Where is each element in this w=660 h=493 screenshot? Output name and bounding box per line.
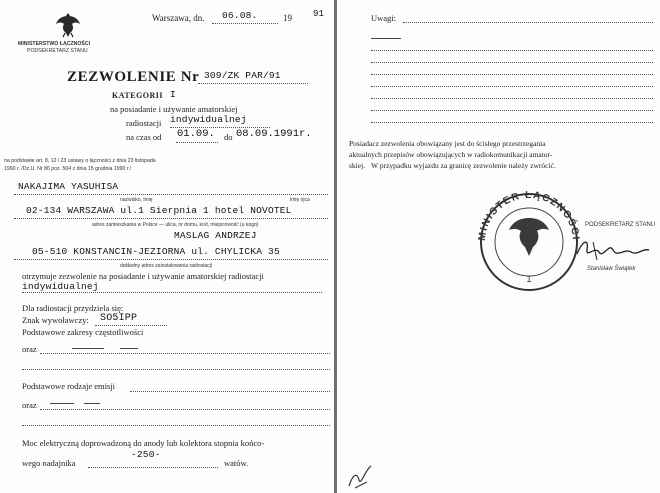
official-stamp-icon bbox=[469, 190, 589, 294]
frequency-label: Podstawowe zakresy częstotliwości bbox=[22, 327, 144, 337]
ministry-subtitle: PODSEKRETARZ STANU bbox=[27, 48, 88, 54]
stamp-text: MINISTER ŁĄCZNOŚCI bbox=[476, 190, 582, 242]
notice-line4: W przypadku wyjazdu za granicę zezwolenie należy zwrócić. bbox=[371, 161, 556, 170]
emission-oraz: oraz bbox=[22, 400, 37, 410]
signature-icon bbox=[573, 232, 653, 266]
assigned-label: Dla radiostacji przydziela się: bbox=[22, 303, 124, 313]
year-value: 91 bbox=[313, 9, 325, 19]
period-to: 08.09.1991r. bbox=[236, 128, 312, 140]
notice-line1: Posiadacz zezwolenia obowiązany jest do ścisłego przestrzegania bbox=[349, 139, 546, 148]
host-name: MASLAG ANDRZEJ bbox=[174, 230, 257, 241]
notice-line3: skiej. bbox=[349, 161, 366, 170]
category-label: KATEGORII bbox=[112, 91, 164, 100]
period-from: 01.09. bbox=[177, 128, 215, 140]
notice-line2: aktualnych przepisów obowiązujących w radiokomunikacji amator- bbox=[349, 150, 553, 159]
date-value: 06.08. bbox=[222, 10, 258, 21]
address-caption: adres zamieszkania w Polsce — ulica, nr domu, kod, miejscowość (u kogo) bbox=[92, 222, 259, 228]
holder-name: NAKAJIMA YASUHISA bbox=[18, 181, 119, 192]
remarks-label: Uwagi: bbox=[371, 13, 397, 23]
purpose-value: indywidualnej bbox=[170, 114, 247, 125]
eagle-emblem-icon bbox=[54, 10, 82, 40]
address-value: 02-134 WARSZAWA ul.1 Sierpnia 1 hotel NOVOTEL bbox=[26, 205, 292, 216]
grant-value: indywidualnej bbox=[22, 281, 99, 292]
power-unit: watów. bbox=[224, 458, 249, 468]
name-caption: nazwisko, imię bbox=[120, 197, 153, 203]
grant-line: otrzymuje zezwolenie na posiadanie i używanie amatorskiej radiostacji bbox=[22, 271, 264, 281]
city-date-label: Warszawa, dn. bbox=[152, 13, 205, 23]
period-label: na czas od bbox=[126, 132, 162, 142]
signatory-name: Stanisław Świątek bbox=[587, 266, 636, 272]
callsign-value: SO5IPP bbox=[100, 313, 138, 324]
purpose-line: na posiadanie i używanie amatorskiej bbox=[110, 104, 238, 114]
frequency-oraz: oraz bbox=[22, 344, 37, 354]
power-line2: wego nadajnika bbox=[22, 458, 76, 468]
pen-mark-icon bbox=[345, 462, 377, 490]
emission-label: Podstawowe rodzaje emisji bbox=[22, 381, 116, 391]
document-title: ZEZWOLENIE Nr bbox=[67, 69, 200, 85]
category-value: I bbox=[170, 89, 176, 100]
power-value: -250- bbox=[131, 449, 161, 460]
radio-label: radiostacji bbox=[126, 118, 162, 128]
legal-basis-line1: na podstawie art. 8, 12 i 23 ustawy o łączności z dnia 23 listopada bbox=[4, 158, 156, 164]
father-caption: imię ojca bbox=[290, 197, 310, 203]
permit-number: 309/ZK PAR/91 bbox=[204, 70, 281, 81]
period-to-label: do bbox=[224, 132, 233, 142]
legal-basis-line2: 1990 r. /Dz.U. Nr 86 poz. 504 z dnia 15 grudnia 1990 r./ bbox=[4, 166, 132, 172]
year-printed: 19 bbox=[283, 13, 292, 23]
power-line1: Moc elektryczną doprowadzoną do anody lub kolektora stopnia końco- bbox=[22, 438, 265, 448]
ministry-name: MINISTERSTWO ŁĄCZNOŚCI bbox=[18, 41, 91, 47]
installation-caption: dokładny adres zainstalowania radiostacji bbox=[120, 263, 212, 269]
installation-address: 05-510 KONSTANCIN-JEZIORNA ul. CHYLICKA 35 bbox=[32, 246, 280, 257]
right-page bbox=[337, 0, 660, 493]
signatory-title: PODSEKRETARZ STANU bbox=[585, 222, 656, 228]
callsign-label: Znak wywoławczy: bbox=[22, 315, 89, 325]
stamp-number: 1 bbox=[526, 274, 532, 284]
